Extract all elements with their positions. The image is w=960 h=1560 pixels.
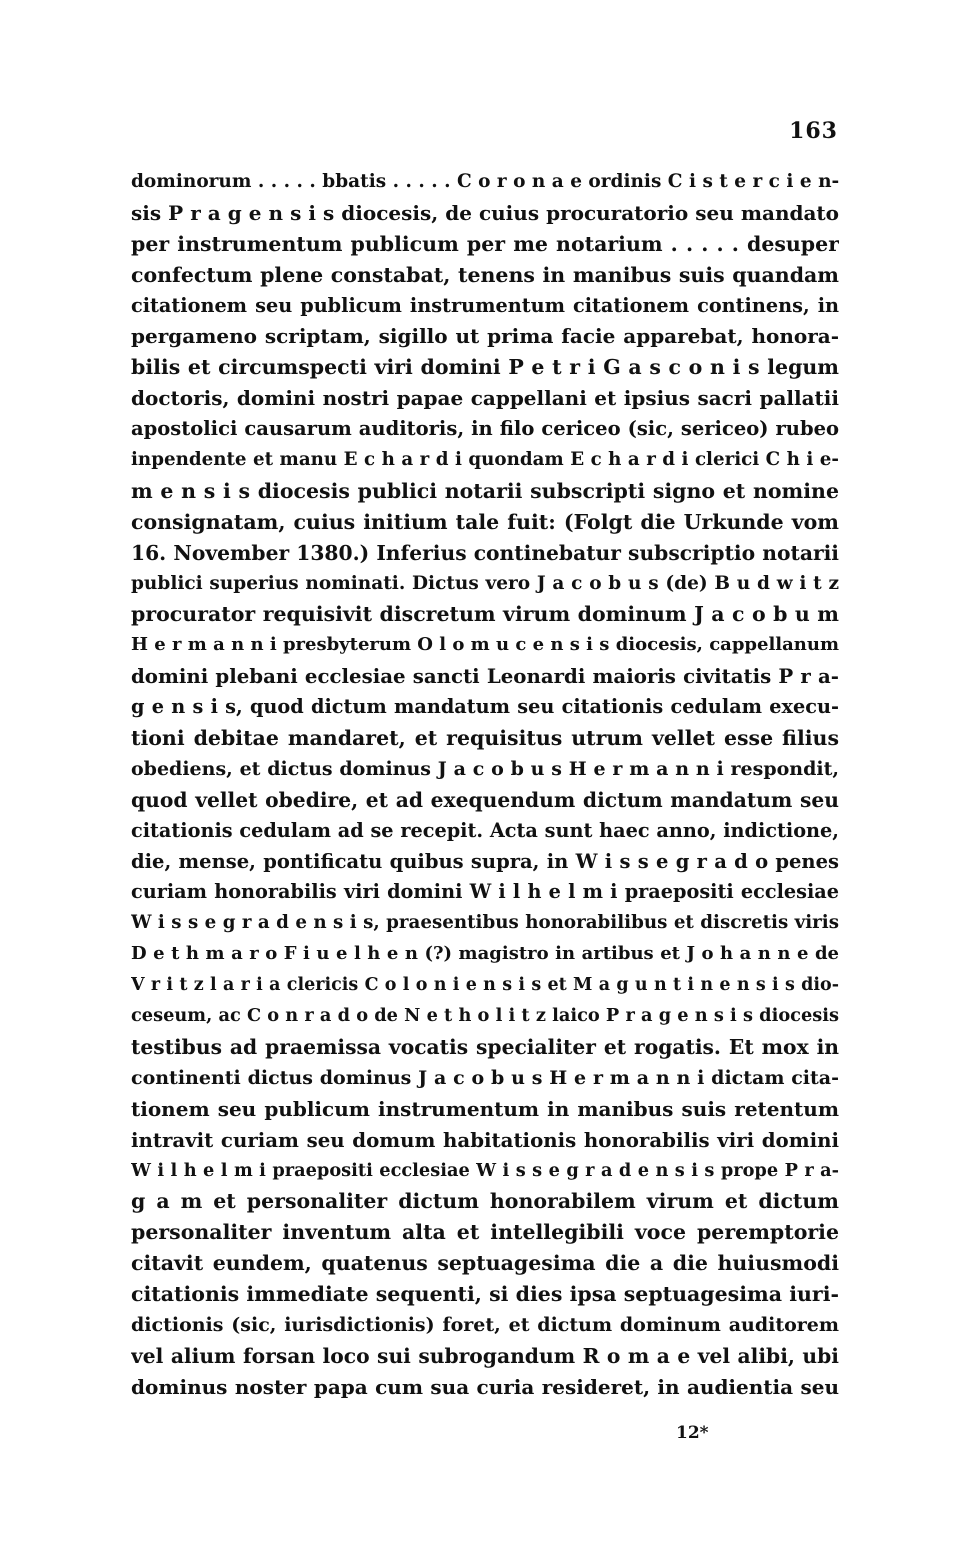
text-line: ceseum, ac C o n r a d o de N e t h o l i t z laico P r a g e n s i s diocesis — [131, 1005, 839, 1027]
text-line: consignatam, cuius initium tale fuit: (Folgt die Urkunde vom — [131, 509, 839, 534]
text-line: intravit curiam seu domum habitationis honorabilis viri domini — [131, 1127, 839, 1152]
text-line: citationem seu publicum instrumentum citationem continens, in — [131, 293, 839, 317]
text-line: domini plebani ecclesiae sancti Leonardi maioris civitatis P r a- — [131, 664, 839, 689]
text-line: g e n s i s, quod dictum mandatum seu citationis cedulam execu- — [131, 695, 839, 719]
text-line: pergameno scriptam, sigillo ut prima facie apparebat, honora- — [131, 324, 839, 349]
text-line: bilis et circumspecti viri domini P e t r i G a s c o n i s legum — [131, 355, 839, 380]
text-line: die, mense, pontificatu quibus supra, in W i s s e g r a d o penes — [131, 849, 839, 873]
text-line: procurator requisivit discretum virum dominum J a c o b u m — [131, 602, 839, 627]
text-line: publici superius nominati. Dictus vero J a c o b u s (de) B u d w i t z — [131, 572, 839, 594]
text-line: g a m et personaliter dictum honorabilem virum et dictum — [131, 1189, 839, 1214]
text-line: H e r m a n n i presbyterum O l o m u c e n s i s diocesis, cappellanum — [131, 634, 839, 656]
text-line: W i s s e g r a d e n s i s, praesentibus honorabilibus et discretis viris — [131, 912, 839, 934]
text-line: D e t h m a r o F i u e l h e n (?) magistro in artibus et J o h a n n e de — [131, 943, 839, 965]
text-line: citationis cedulam ad se recepit. Acta sunt haec anno, indictione, — [131, 818, 839, 842]
text-line: doctoris, domini nostri papae cappellani et ipsius sacri pallatii — [131, 386, 839, 411]
text-line: 16. November 1380.) Inferius continebatur subscriptio notarii — [131, 540, 839, 565]
text-line: confectum plene constabat, tenens in manibus suis quandam — [131, 262, 839, 287]
text-line: apostolici causarum auditoris, in filo cericeo (sic, sericeo) rubeo — [131, 417, 839, 441]
text-line: dictionis (sic, iurisdictionis) foret, et dictum dominum auditorem — [131, 1313, 839, 1336]
text-line: dominus noster papa cum sua curia resideret, in audientia seu — [131, 1374, 839, 1399]
text-line: citavit eundem, quatenus septuagesima die a die huiusmodi — [131, 1251, 839, 1276]
text-line: personaliter inventum alta et intellegibili voce peremptorie — [131, 1220, 839, 1245]
text-line: m e n s i s diocesis publici notarii subscripti signo et nomine — [131, 478, 839, 503]
text-line: per instrumentum publicum per me notarium . . . . . desuper — [131, 231, 839, 256]
text-line: curiam honorabilis viri domini W i l h e l m i praepositi ecclesiae — [131, 880, 839, 904]
text-line: quod vellet obedire, et ad exequendum dictum mandatum seu — [131, 787, 839, 812]
text-line: dominorum . . . . . bbatis . . . . . C o r o n a e ordinis C i s t e r c i e n- — [131, 171, 839, 192]
page-number: 163 — [789, 118, 838, 144]
text-line: citationis immediate sequenti, si dies ipsa septuagesima iuri- — [131, 1282, 839, 1307]
body-text — [131, 167, 839, 1403]
text-line: W i l h e l m i praepositi ecclesiae W i s s e g r a d e n s i s prope P r a- — [131, 1159, 839, 1181]
text-line: vel alium forsan loco sui subrogandum R o m a e vel alibi, ubi — [131, 1343, 839, 1368]
text-line: V r i t z l a r i a clericis C o l o n i e n s i s et M a g u n t i n e n s i s dio- — [131, 975, 839, 996]
text-line: tionem seu publicum instrumentum in manibus suis retentum — [131, 1096, 839, 1121]
text-line: continenti dictus dominus J a c o b u s H e r m a n n i dictam cita- — [131, 1066, 839, 1089]
text-line: inpendente et manu E c h a r d i quondam E c h a r d i clerici C h i e- — [131, 449, 839, 471]
text-line: testibus ad praemissa vocatis specialiter et rogatis. Et mox in — [131, 1034, 839, 1059]
text-line: tioni debitae mandaret, et requisitus utrum vellet esse filius — [131, 726, 839, 751]
printer-signature-mark: 12* — [676, 1423, 709, 1443]
text-line: sis P r a g e n s i s diocesis, de cuius procuratorio seu mandato — [131, 200, 839, 225]
text-line: obediens, et dictus dominus J a c o b u s H e r m a n n i respondit, — [131, 757, 839, 780]
